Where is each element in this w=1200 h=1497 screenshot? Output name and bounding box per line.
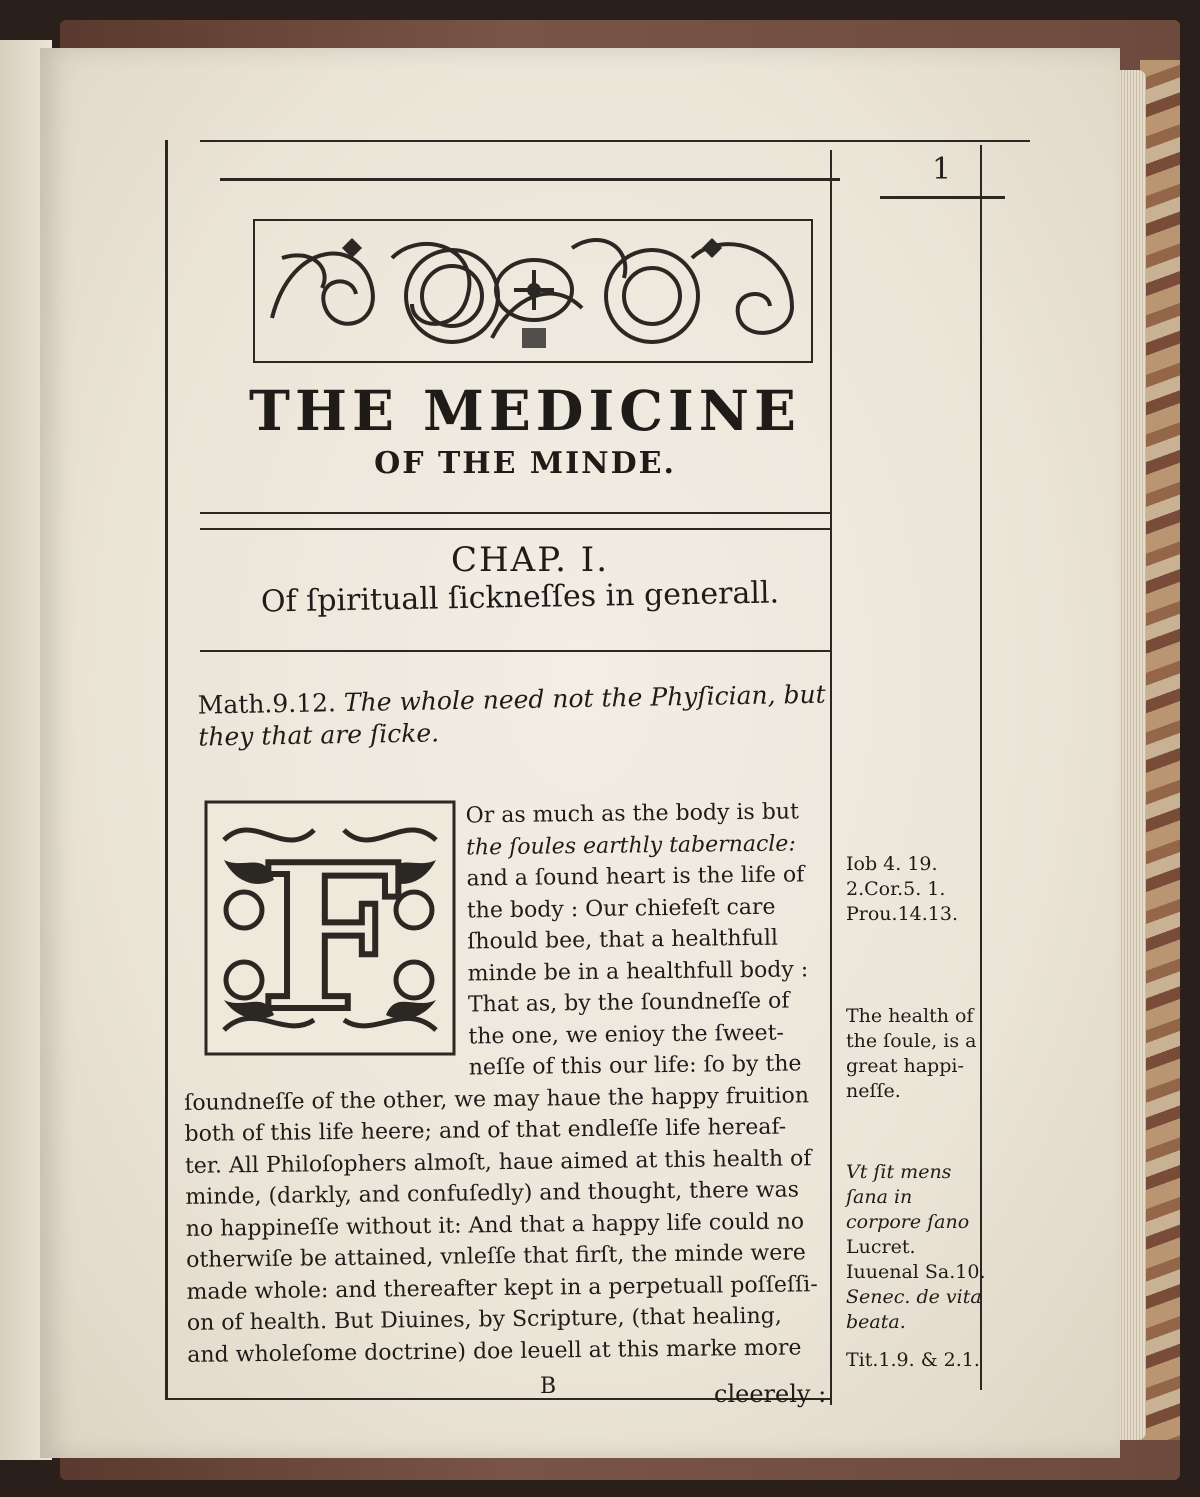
header-margin-rule	[880, 196, 1005, 199]
text-line: ſoundneſſe of the other, we may haue the happy fruition	[184, 1082, 810, 1116]
initial-letter: F	[259, 821, 401, 1056]
text-line: on of health. But Diuines, by Scripture, (that healing,	[186, 1303, 782, 1336]
headpiece-ornament	[252, 218, 814, 364]
book-title: THE MEDICINE	[249, 378, 801, 443]
text-line: otherwiſe be attained, vnleſſe that firſt, the minde were	[185, 1240, 807, 1273]
margin-latin-line: Vt ſit mens ſana in corpore ſano	[846, 1161, 970, 1233]
text-line: ſhould bee, that a healthfull	[467, 925, 779, 955]
text-line: both of this life heere; and of that endleſſe life hereaf-	[184, 1114, 787, 1147]
title-divider	[200, 512, 830, 514]
frame-rule-left	[165, 140, 168, 1400]
body-text	[181, 796, 832, 1371]
margin-ref: Iob 4. 19.	[846, 853, 938, 875]
text-line: That as, by the ſoundneſſe of	[467, 988, 790, 1018]
page-number: 1	[932, 152, 952, 187]
text-line: ter. All Philoſophers almoſt, haue aimed at this health of	[184, 1145, 812, 1179]
text-line: the one, we enioy the ſweet-	[468, 1020, 785, 1049]
margin-latin-line: Lucret.	[846, 1236, 916, 1258]
text-line: and wholeſome doctrine) doe leuell at this marke more	[187, 1334, 802, 1368]
frame-rule-right	[830, 150, 832, 1405]
margin-ref: Prou.14.13.	[846, 903, 959, 925]
frame-rule-top	[200, 140, 1030, 142]
chapter-title: Of ſpirituall ſickneſſes in generall.	[260, 575, 780, 620]
margin-ref: 2.Cor.5. 1.	[846, 878, 946, 900]
text-line: the ſoules earthly tabernacle:	[465, 830, 796, 860]
text-line: Or as much as the body is but	[465, 799, 799, 829]
text-line: minde be in a healthfull body :	[467, 956, 809, 986]
margin-note-titus: Tit.1.9. & 2.1.	[846, 1349, 980, 1371]
epigraph	[197, 678, 838, 753]
epigraph-quote: The whole need not the Phyſician, but they that are ſicke.	[198, 679, 826, 752]
chapter-number: CHAP. I.	[450, 540, 610, 580]
chapter-divider	[200, 650, 830, 652]
margin-latin-line: Senec. de vita beata.	[846, 1286, 982, 1333]
text-line: minde, (darkly, and confuſedly) and thought, there was	[185, 1177, 800, 1210]
epigraph-reference: Math.9.12.	[197, 688, 337, 720]
signature-mark: B	[540, 1374, 557, 1399]
margin-latin-line: Iuuenal Sa.10.	[846, 1261, 986, 1283]
margin-note-references	[846, 852, 986, 927]
margin-note-health: The health of the ſoule, is a great happi-neſſe.	[846, 1005, 977, 1102]
text-line: and a ſound heart is the life of	[466, 862, 805, 892]
catchword: cleerely :	[714, 1380, 827, 1408]
book-subtitle: OF THE MINDE.	[374, 446, 676, 481]
text-line: no happineſſe without it: And that a happy life could no	[185, 1208, 805, 1242]
marbled-endpaper	[1140, 60, 1180, 1440]
text-line: the body : Our chiefeſt care	[466, 894, 776, 923]
header-rule	[220, 178, 840, 181]
text-line: made whole: and thereafter kept in a perpetuall poſſeſſi-	[186, 1271, 818, 1305]
margin-note-latin	[846, 1160, 986, 1335]
text-line: neſſe of this our life: ſo by the	[468, 1051, 802, 1081]
chapter-top-rule	[200, 528, 830, 530]
